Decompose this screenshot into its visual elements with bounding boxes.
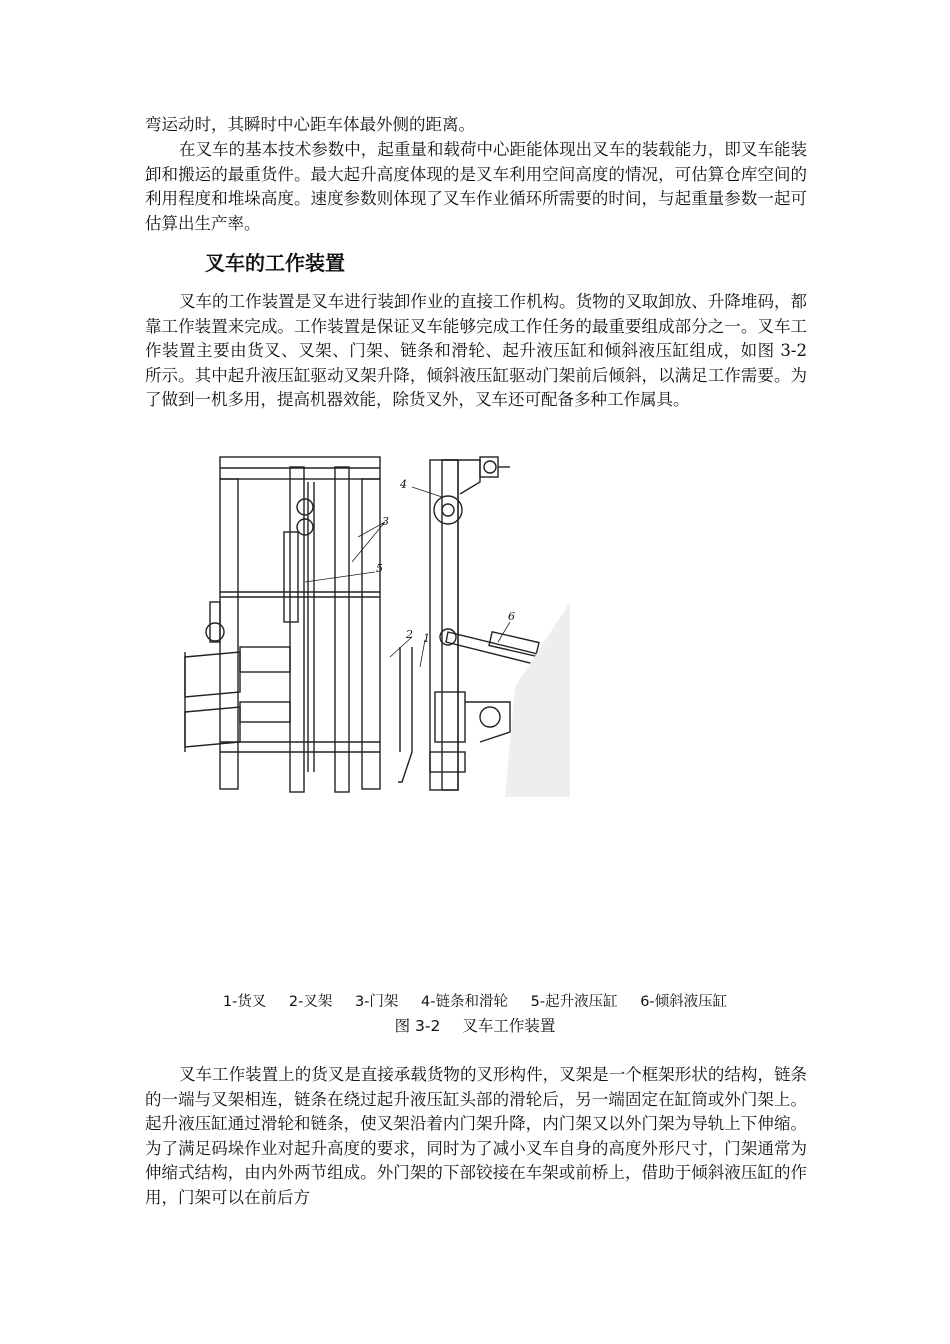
- figure-legend: [0, 990, 950, 1011]
- legend-item-chain-pulley: 4-链条和滑轮: [421, 994, 509, 1010]
- part-number-2: 2: [406, 628, 413, 641]
- figure-caption-number: 图 3-2: [394, 1017, 441, 1035]
- part-number-6: 6: [508, 610, 515, 623]
- legend-item-mast: 3-门架: [354, 994, 399, 1010]
- section-heading: 叉车的工作装置: [205, 251, 345, 275]
- paragraph-basic-parameters: 在叉车的基本技术参数中，起重量和载荷中心距能体现出叉车的装载能力，即叉车能装卸和搬运的最重货件。最大起升高度体现的是叉车利用空间高度的情况，可估算仓库空间的利用程度和堆垛高度。速度参数则体现了叉车作业循环所需要的时间，与起重量参数一起可估算出生产率。: [145, 140, 807, 233]
- figure-caption-text: 叉车工作装置: [462, 1017, 556, 1035]
- paragraph-intro-end: 弯运动时，其瞬时中心距车体最外侧的距离。: [145, 115, 475, 134]
- legend-item-fork: 1-货叉: [222, 994, 267, 1010]
- part-number-3: 3: [382, 515, 389, 528]
- forklift-diagram: [180, 452, 570, 797]
- part-number-5: 5: [376, 562, 383, 575]
- legend-item-carriage: 2-叉架: [288, 994, 333, 1010]
- forklift-working-device-figure: [180, 452, 570, 797]
- paragraph-working-device: 叉车的工作装置是叉车进行装卸作业的直接工作机构。货物的叉取卸放、升降堆码，都靠工作装置来完成。工作装置是保证叉车能够完成工作任务的最重要组成部分之一。叉车工作装置主要由货叉、叉架、门架、链条和滑轮、起升液压缸和倾斜液压缸组成，如图 3-2 所示。其中起升液压缸驱动叉架升降，倾斜液压缸驱动门架前后倾斜，以满足工作需要。为了做到一机多用，提高机器效能，除货叉外，叉车还可配备多种工作属具。: [145, 292, 807, 410]
- legend-item-lift-cylinder: 5-起升液压缸: [530, 994, 618, 1010]
- legend-item-tilt-cylinder: 6-倾斜液压缸: [640, 994, 728, 1010]
- figure-caption: [0, 1014, 950, 1036]
- part-number-1: 1: [423, 632, 430, 645]
- part-number-4: 4: [400, 478, 407, 491]
- paragraph-fork-description: 叉车工作装置上的货叉是直接承载货物的叉形构件，叉架是一个框架形状的结构，链条的一端与叉架相连，链条在绕过起升液压缸头部的滑轮后，另一端固定在缸筒或外门架上。起升液压缸通过滑轮和链条，使叉架沿着内门架升降，内门架又以外门架为导轨上下伸缩。为了满足码垛作业对起升高度的要求，同时为了减小叉车自身的高度外形尺寸，门架通常为伸缩式结构，由内外两节组成。外门架的下部铰接在车架或前桥上，借助于倾斜液压缸的作用，门架可以在前后方: [145, 1065, 807, 1207]
